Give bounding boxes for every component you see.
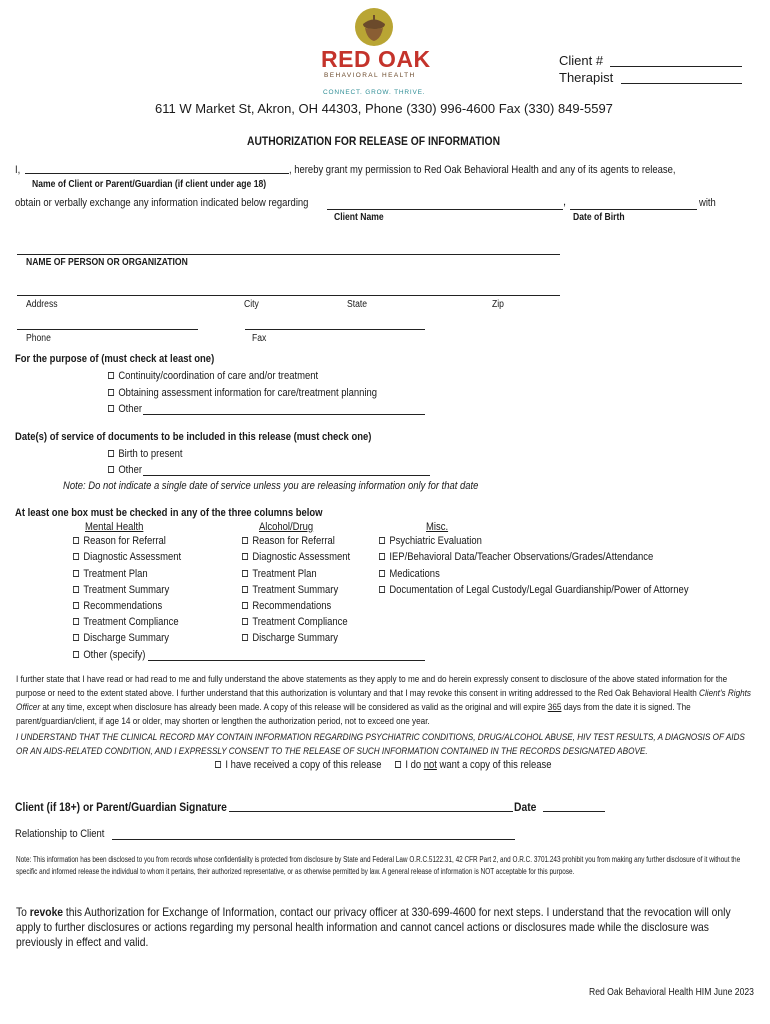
dates-heading: Date(s) of service of documents to be included in this release (must check one) — [15, 431, 372, 443]
checkbox[interactable] — [379, 553, 385, 560]
option-label: I have received a copy of this release — [225, 759, 382, 771]
item-label: Treatment Summary — [252, 584, 339, 596]
checkbox[interactable] — [73, 586, 79, 593]
item-label: Treatment Plan — [252, 568, 317, 580]
checkbox[interactable] — [108, 389, 114, 396]
client-rights-officer: Client's Rights Officer — [16, 688, 752, 713]
person-organization-field[interactable] — [17, 243, 560, 255]
alcohol-drug-title: Alcohol/Drug — [259, 521, 314, 533]
client-number-field[interactable] — [610, 55, 742, 67]
columns-heading: At least one box must be checked in any of the three columns below — [15, 507, 323, 519]
mh-item[interactable] — [73, 551, 181, 563]
item-label: Diagnostic Assessment — [83, 551, 182, 563]
dates-option-birth[interactable] — [108, 448, 182, 460]
item-label: Treatment Summary — [83, 584, 170, 596]
item-label: Treatment Compliance — [252, 616, 348, 628]
item-label: Psychiatric Evaluation — [389, 535, 482, 547]
item-label: Recommendations — [252, 600, 332, 612]
purpose-heading: For the purpose of (must check at least one) — [15, 353, 215, 365]
mh-item[interactable] — [73, 535, 166, 547]
mh-item[interactable] — [73, 568, 148, 580]
signature-label: Client (if 18+) or Parent/Guardian Signature — [15, 800, 227, 814]
person-org-label: NAME OF PERSON OR ORGANIZATION — [26, 257, 188, 268]
purpose-option-assessment[interactable] — [108, 387, 377, 399]
item-label: Documentation of Legal Custody/Legal Guardianship/Power of Attorney — [389, 584, 689, 596]
signature-date-field[interactable] — [543, 799, 605, 812]
option-label-not: not — [423, 759, 437, 771]
revoke-paragraph — [16, 905, 747, 950]
mental-health-title: Mental Health — [85, 521, 144, 533]
relationship-label: Relationship to Client — [15, 828, 105, 840]
item-label: Treatment Plan — [83, 568, 148, 580]
fax-field[interactable] — [245, 318, 425, 330]
footer: Red Oak Behavioral Health HIM June 2023 — [589, 987, 754, 998]
zip-caption: Zip — [492, 299, 504, 310]
ad-item[interactable] — [242, 535, 335, 547]
option-label-2: want a copy of this release — [436, 759, 552, 771]
dates-note: Note: Do not indicate a single date of service unless you are releasing information only for that date — [63, 480, 479, 492]
client-guardian-name-field[interactable] — [25, 162, 289, 174]
mh-item[interactable] — [73, 584, 169, 596]
checkbox[interactable] — [242, 553, 248, 560]
mh-item[interactable] — [73, 632, 169, 644]
checkbox[interactable] — [73, 553, 79, 560]
checkbox[interactable] — [108, 372, 114, 379]
client-number-label: Client # — [559, 53, 604, 68]
dates-option-other[interactable] — [108, 464, 142, 476]
option-label-1: I do — [405, 759, 424, 771]
phone-caption: Phone — [26, 333, 51, 344]
ad-item[interactable] — [242, 551, 350, 563]
checkbox[interactable] — [215, 761, 221, 768]
name-caption: Name of Client or Parent/Guardian (if client under age 18) — [32, 179, 267, 190]
checkbox[interactable] — [242, 634, 248, 641]
item-label: IEP/Behavioral Data/Teacher Observations/Grades/Attendance — [389, 551, 654, 563]
checkbox[interactable] — [73, 651, 79, 658]
item-label: Discharge Summary — [252, 632, 339, 644]
checkbox[interactable] — [108, 405, 114, 412]
checkbox[interactable] — [73, 570, 79, 577]
checkbox[interactable] — [242, 602, 248, 609]
city-caption: City — [244, 299, 259, 310]
ad-item[interactable] — [242, 568, 317, 580]
consent-text-2: at any time, except when disclosure has already been made. A copy of this release will be considered as valid as the original and will expire — [40, 702, 548, 713]
purpose-option-continuity[interactable] — [108, 370, 318, 382]
item-label: Reason for Referral — [252, 535, 335, 547]
ad-item[interactable] — [242, 616, 348, 628]
fax-caption: Fax — [252, 333, 267, 344]
dob-caption: Date of Birth — [573, 212, 625, 223]
misc-item[interactable] — [379, 535, 482, 547]
checkbox[interactable] — [395, 761, 401, 768]
client-name-caption: Client Name — [334, 212, 384, 223]
mh-other-field[interactable] — [148, 649, 425, 661]
relationship-field[interactable] — [112, 827, 515, 840]
therapist-field[interactable] — [621, 72, 742, 84]
address-city-state-zip-field[interactable] — [17, 284, 560, 296]
clinical-record-statement: I UNDERSTAND THAT THE CLINICAL RECORD MAY CONTAIN INFORMATION REGARDING PSYCHIATRIC CONDITIONS, DRUG/ALCOHOL ABUSE, HIV TEST RESULTS, A DIAGNOSIS OF AIDS OR AN AIDS-RELATED CONDITION, AND I EXPRESSLY CONSENT TO THE RELEASE OF SUCH INFORMATION CONTAINED IN THE RECORDS DESIGNATED ABOVE. — [16, 732, 745, 757]
revoke-pre: To — [16, 905, 30, 919]
logo-tagline: CONNECT. GROW. THRIVE. — [323, 89, 426, 96]
with-text: with — [699, 197, 716, 209]
item-label: Medications — [389, 568, 440, 580]
item-label: Recommendations — [83, 600, 163, 612]
item-label: Reason for Referral — [83, 535, 166, 547]
mh-item[interactable] — [73, 600, 162, 612]
misc-item[interactable] — [379, 584, 689, 596]
date-of-birth-field[interactable] — [570, 198, 697, 210]
mh-item[interactable] — [73, 616, 179, 628]
mh-item[interactable] — [73, 649, 145, 661]
consent-text-3: days from the date it is signed. The parent/guardian/client, if age 14 or older, may shorten or lengthen the authorization period, not to exceed one year. — [16, 702, 691, 727]
address-line: 611 W Market St, Akron, OH 44303, Phone (330) 996-4600 Fax (330) 849-5597 — [155, 101, 613, 116]
option-label: Other — [118, 403, 142, 415]
comma: , — [563, 196, 567, 208]
address-caption: Address — [26, 299, 58, 310]
misc-item[interactable] — [379, 568, 440, 580]
copy-received-option[interactable] — [215, 759, 382, 771]
state-caption: State — [347, 299, 368, 310]
phone-field[interactable] — [17, 318, 198, 330]
client-name-field[interactable] — [327, 198, 563, 210]
therapist-label: Therapist — [559, 70, 614, 85]
grant-text: , hereby grant my permission to Red Oak Behavioral Health and any of its agents to release, — [289, 164, 676, 176]
signature-field[interactable] — [229, 799, 513, 812]
logo-subtitle: BEHAVIORAL HEALTH — [324, 72, 416, 79]
checkbox[interactable] — [242, 586, 248, 593]
checkbox[interactable] — [242, 537, 248, 544]
purpose-option-other[interactable] — [108, 403, 142, 415]
option-label: Birth to present — [118, 448, 183, 460]
checkbox[interactable] — [242, 618, 248, 625]
option-label: Continuity/coordination of care and/or treatment — [118, 370, 319, 382]
ad-item[interactable] — [242, 600, 331, 612]
copy-not-wanted-option[interactable] — [395, 759, 552, 771]
purpose-other-field[interactable] — [143, 403, 425, 415]
item-label: Treatment Compliance — [83, 616, 179, 628]
item-label: Discharge Summary — [83, 632, 170, 644]
revoke-text: this Authorization for Exchange of Information, contact our privacy officer at 330-699-4600 for next steps. I understand that the revocation will only apply to further disclosures or actions regarding my personal health information and cannot cancel actions or disclosures made while the disclosure was previously in effect and valid. — [16, 905, 731, 949]
checkbox[interactable] — [242, 570, 248, 577]
misc-item[interactable] — [379, 551, 653, 563]
item-label: Other (specify) — [83, 649, 146, 661]
checkbox[interactable] — [108, 466, 114, 473]
option-label: Other — [118, 464, 142, 476]
exchange-text: obtain or verbally exchange any information indicated below regarding — [15, 197, 309, 209]
checkbox[interactable] — [73, 634, 79, 641]
misc-title: Misc. — [426, 521, 449, 533]
expiry-days: 365 — [547, 702, 562, 713]
consent-text-1: I further state that I have read or had read to me and fully understand the above statements as they apply to me and do herein expressly consent to disclosure of the above stated information for the purpose or need to the extent stated above. I further understand that this authorization is voluntary and that I may revoke this consent in writing addressed to the Red Oak Behavioral Health — [16, 674, 728, 699]
consent-paragraph — [16, 673, 756, 729]
disclosure-note: Note: This information has been disclosed to you from records whose confidentiality is protected from disclosure by State and Federal Law O.R.C.5122.31, 42 CFR Part 2, and O.R.C. 3701.243 prohibit you from making any further disclosure of it without the specific and informed release the individual to whom it pertains, their authorized representative, or as otherwise permitted by law. A general release of information is NOT acceptable for this purpose. — [16, 855, 741, 876]
ad-item[interactable] — [242, 632, 338, 644]
date-label: Date — [514, 800, 537, 814]
checkbox[interactable] — [73, 537, 79, 544]
ad-item[interactable] — [242, 584, 338, 596]
checkbox[interactable] — [379, 537, 385, 544]
checkbox[interactable] — [379, 570, 385, 577]
grant-prefix: I, — [15, 164, 21, 176]
item-label: Diagnostic Assessment — [252, 551, 351, 563]
logo — [318, 6, 438, 98]
option-label: Obtaining assessment information for care/treatment planning — [118, 387, 378, 399]
page-title: AUTHORIZATION FOR RELEASE OF INFORMATION — [247, 134, 501, 148]
checkbox[interactable] — [108, 450, 114, 457]
logo-name: RED OAK — [321, 46, 431, 72]
checkbox[interactable] — [73, 602, 79, 609]
dates-other-field[interactable] — [143, 464, 430, 476]
checkbox[interactable] — [73, 618, 79, 625]
revoke-word: revoke — [29, 905, 64, 919]
checkbox[interactable] — [379, 586, 385, 593]
